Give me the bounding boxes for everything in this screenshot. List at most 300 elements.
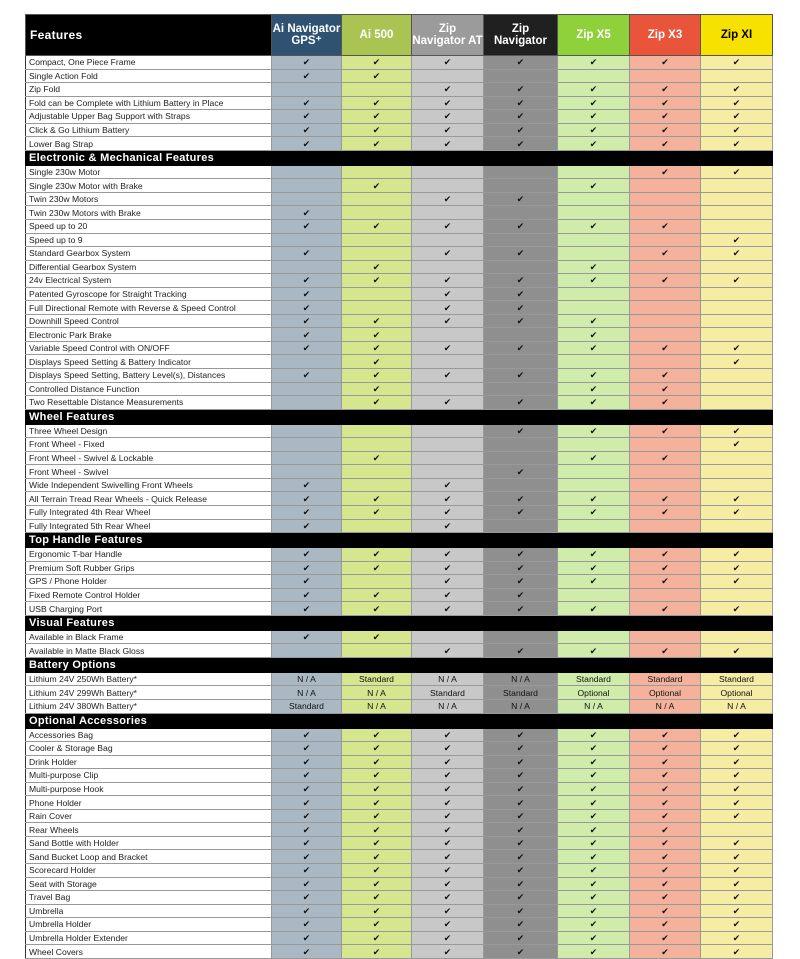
check-icon: ✔ (484, 742, 558, 756)
battery-availability-cell: Optional (630, 686, 701, 700)
check-icon: ✔ (558, 769, 630, 783)
table-row (26, 451, 773, 465)
check-icon: ✔ (630, 492, 701, 506)
table-row (26, 519, 773, 533)
header-row (26, 15, 773, 56)
battery-availability-cell: Standard (701, 672, 773, 686)
feature-label: Wheel Covers (26, 945, 272, 959)
empty-cell (484, 165, 558, 179)
empty-cell (412, 355, 484, 369)
check-icon: ✔ (342, 809, 412, 823)
check-icon: ✔ (272, 904, 342, 918)
empty-cell (630, 314, 701, 328)
empty-cell (272, 233, 342, 247)
check-icon: ✔ (272, 945, 342, 959)
check-icon: ✔ (701, 341, 773, 355)
table-row (26, 644, 773, 658)
check-icon: ✔ (412, 809, 484, 823)
table-row (26, 382, 773, 396)
check-icon: ✔ (342, 918, 412, 932)
feature-label: Fully Integrated 4th Rear Wheel (26, 505, 272, 519)
check-icon: ✔ (412, 83, 484, 97)
check-icon: ✔ (342, 137, 412, 151)
check-icon: ✔ (484, 110, 558, 124)
check-icon: ✔ (630, 575, 701, 589)
check-icon: ✔ (272, 110, 342, 124)
table-row (26, 341, 773, 355)
empty-cell (342, 192, 412, 206)
check-icon: ✔ (630, 877, 701, 891)
battery-availability-cell: N / A (412, 672, 484, 686)
check-icon: ✔ (412, 588, 484, 602)
table-row (26, 796, 773, 810)
battery-availability-cell: Standard (630, 672, 701, 686)
feature-label: Compact, One Piece Frame (26, 56, 272, 70)
check-icon: ✔ (484, 96, 558, 110)
check-icon: ✔ (558, 110, 630, 124)
table-row (26, 192, 773, 206)
check-icon: ✔ (558, 96, 630, 110)
check-icon: ✔ (484, 424, 558, 438)
check-icon: ✔ (630, 247, 701, 261)
check-icon: ✔ (558, 56, 630, 70)
check-icon: ✔ (630, 863, 701, 877)
check-icon: ✔ (484, 769, 558, 783)
check-icon: ✔ (701, 438, 773, 452)
check-icon: ✔ (412, 505, 484, 519)
check-icon: ✔ (412, 274, 484, 288)
check-icon: ✔ (630, 918, 701, 932)
check-icon: ✔ (701, 247, 773, 261)
table-row (26, 274, 773, 288)
check-icon: ✔ (342, 96, 412, 110)
table-row (26, 809, 773, 823)
empty-cell (272, 83, 342, 97)
check-icon: ✔ (558, 644, 630, 658)
check-icon: ✔ (272, 220, 342, 234)
empty-cell (412, 165, 484, 179)
check-icon: ✔ (412, 945, 484, 959)
empty-cell (412, 260, 484, 274)
check-icon: ✔ (342, 945, 412, 959)
check-icon: ✔ (412, 769, 484, 783)
check-icon: ✔ (272, 287, 342, 301)
empty-cell (558, 247, 630, 261)
check-icon: ✔ (272, 836, 342, 850)
table-row (26, 699, 773, 713)
comparison-table-container (25, 14, 772, 959)
empty-cell (484, 382, 558, 396)
check-icon: ✔ (272, 823, 342, 837)
battery-availability-cell: Optional (558, 686, 630, 700)
check-icon: ✔ (412, 192, 484, 206)
check-icon: ✔ (272, 796, 342, 810)
battery-availability-cell: Standard (342, 672, 412, 686)
empty-cell (412, 451, 484, 465)
empty-cell (558, 301, 630, 315)
empty-cell (558, 465, 630, 479)
table-row (26, 369, 773, 383)
check-icon: ✔ (484, 836, 558, 850)
table-row (26, 206, 773, 220)
check-icon: ✔ (272, 274, 342, 288)
feature-label: Lithium 24V 250Wh Battery* (26, 672, 272, 686)
feature-label: Three Wheel Design (26, 424, 272, 438)
feature-label: Cooler & Storage Bag (26, 742, 272, 756)
check-icon: ✔ (630, 796, 701, 810)
check-icon: ✔ (630, 96, 701, 110)
empty-cell (484, 519, 558, 533)
check-icon: ✔ (558, 796, 630, 810)
empty-cell (558, 519, 630, 533)
battery-availability-cell: Standard (272, 699, 342, 713)
table-row (26, 904, 773, 918)
section-title: Optional Accessories (26, 713, 773, 728)
check-icon: ✔ (342, 548, 412, 562)
feature-label: Standard Gearbox System (26, 247, 272, 261)
table-row (26, 314, 773, 328)
check-icon: ✔ (701, 548, 773, 562)
check-icon: ✔ (701, 56, 773, 70)
empty-cell (484, 233, 558, 247)
check-icon: ✔ (484, 341, 558, 355)
check-icon: ✔ (412, 110, 484, 124)
check-icon: ✔ (484, 396, 558, 410)
empty-cell (558, 438, 630, 452)
check-icon: ✔ (342, 588, 412, 602)
battery-availability-cell: N / A (342, 686, 412, 700)
check-icon: ✔ (558, 396, 630, 410)
empty-cell (558, 206, 630, 220)
check-icon: ✔ (701, 602, 773, 616)
empty-cell (412, 233, 484, 247)
check-icon: ✔ (630, 769, 701, 783)
check-icon: ✔ (701, 728, 773, 742)
check-icon: ✔ (272, 96, 342, 110)
table-row (26, 823, 773, 837)
battery-availability-cell: N / A (484, 699, 558, 713)
feature-label: Single 230w Motor (26, 165, 272, 179)
feature-label: Scorecard Holder (26, 863, 272, 877)
table-row (26, 287, 773, 301)
table-row (26, 945, 773, 959)
feature-label: Displays Speed Setting, Battery Level(s), Distances (26, 369, 272, 383)
table-row (26, 836, 773, 850)
check-icon: ✔ (342, 341, 412, 355)
feature-label: Displays Speed Setting & Battery Indicator (26, 355, 272, 369)
check-icon: ✔ (630, 836, 701, 850)
empty-cell (701, 630, 773, 644)
check-icon: ✔ (342, 220, 412, 234)
check-icon: ✔ (412, 301, 484, 315)
feature-label: Twin 230w Motors with Brake (26, 206, 272, 220)
check-icon: ✔ (342, 728, 412, 742)
empty-cell (701, 465, 773, 479)
feature-label: Umbrella Holder Extender (26, 931, 272, 945)
check-icon: ✔ (342, 69, 412, 83)
check-icon: ✔ (558, 328, 630, 342)
check-icon: ✔ (630, 424, 701, 438)
check-icon: ✔ (630, 83, 701, 97)
empty-cell (484, 328, 558, 342)
check-icon: ✔ (484, 123, 558, 137)
check-icon: ✔ (342, 755, 412, 769)
model-header: Ai Navigator GPS⁺ (272, 15, 342, 56)
section-header-row (26, 409, 773, 424)
empty-cell (342, 644, 412, 658)
check-icon: ✔ (412, 602, 484, 616)
check-icon: ✔ (272, 548, 342, 562)
feature-label: Wide Independent Swivelling Front Wheels (26, 478, 272, 492)
empty-cell (272, 355, 342, 369)
check-icon: ✔ (342, 877, 412, 891)
empty-cell (412, 438, 484, 452)
check-icon: ✔ (342, 742, 412, 756)
empty-cell (272, 644, 342, 658)
feature-label: Speed up to 9 (26, 233, 272, 247)
feature-label: Sand Bucket Loop and Bracket (26, 850, 272, 864)
check-icon: ✔ (701, 644, 773, 658)
check-icon: ✔ (630, 904, 701, 918)
feature-label: Ergonomic T-bar Handle (26, 548, 272, 562)
empty-cell (272, 260, 342, 274)
check-icon: ✔ (484, 301, 558, 315)
feature-label: Downhill Speed Control (26, 314, 272, 328)
check-icon: ✔ (630, 755, 701, 769)
check-icon: ✔ (484, 247, 558, 261)
section-title: Electronic & Mechanical Features (26, 150, 773, 165)
empty-cell (701, 328, 773, 342)
check-icon: ✔ (484, 891, 558, 905)
empty-cell (272, 165, 342, 179)
check-icon: ✔ (272, 755, 342, 769)
check-icon: ✔ (412, 287, 484, 301)
check-icon: ✔ (558, 220, 630, 234)
check-icon: ✔ (272, 56, 342, 70)
section-header-row (26, 657, 773, 672)
check-icon: ✔ (701, 877, 773, 891)
check-icon: ✔ (484, 755, 558, 769)
empty-cell (484, 355, 558, 369)
check-icon: ✔ (630, 823, 701, 837)
empty-cell (701, 451, 773, 465)
empty-cell (484, 630, 558, 644)
check-icon: ✔ (412, 56, 484, 70)
check-icon: ✔ (412, 891, 484, 905)
check-icon: ✔ (342, 328, 412, 342)
feature-label: Umbrella (26, 904, 272, 918)
check-icon: ✔ (342, 796, 412, 810)
check-icon: ✔ (701, 505, 773, 519)
check-icon: ✔ (630, 728, 701, 742)
feature-label: Electronic Park Brake (26, 328, 272, 342)
check-icon: ✔ (272, 728, 342, 742)
table-row (26, 769, 773, 783)
check-icon: ✔ (342, 891, 412, 905)
check-icon: ✔ (412, 220, 484, 234)
check-icon: ✔ (342, 630, 412, 644)
empty-cell (412, 382, 484, 396)
empty-cell (412, 465, 484, 479)
table-row (26, 505, 773, 519)
empty-cell (342, 478, 412, 492)
check-icon: ✔ (412, 548, 484, 562)
feature-label: Multi-purpose Clip (26, 769, 272, 783)
check-icon: ✔ (558, 505, 630, 519)
model-header: Zip X5 (558, 15, 630, 56)
model-header: Ai 500 (342, 15, 412, 56)
feature-label: Fold can be Complete with Lithium Battery in Place (26, 96, 272, 110)
empty-cell (484, 69, 558, 83)
check-icon: ✔ (272, 328, 342, 342)
table-row (26, 588, 773, 602)
check-icon: ✔ (558, 451, 630, 465)
check-icon: ✔ (701, 755, 773, 769)
check-icon: ✔ (272, 863, 342, 877)
empty-cell (701, 382, 773, 396)
check-icon: ✔ (558, 341, 630, 355)
empty-cell (558, 233, 630, 247)
empty-cell (342, 438, 412, 452)
check-icon: ✔ (630, 56, 701, 70)
check-icon: ✔ (630, 644, 701, 658)
empty-cell (558, 355, 630, 369)
battery-availability-cell: N / A (630, 699, 701, 713)
table-row (26, 742, 773, 756)
check-icon: ✔ (412, 314, 484, 328)
empty-cell (272, 192, 342, 206)
table-row (26, 548, 773, 562)
check-icon: ✔ (701, 863, 773, 877)
check-icon: ✔ (701, 904, 773, 918)
feature-label: Two Resettable Distance Measurements (26, 396, 272, 410)
check-icon: ✔ (558, 782, 630, 796)
empty-cell (558, 165, 630, 179)
model-header: Zip X3 (630, 15, 701, 56)
empty-cell (272, 382, 342, 396)
check-icon: ✔ (701, 165, 773, 179)
check-icon: ✔ (484, 83, 558, 97)
check-icon: ✔ (558, 123, 630, 137)
empty-cell (412, 179, 484, 193)
check-icon: ✔ (484, 850, 558, 864)
check-icon: ✔ (342, 836, 412, 850)
feature-label: USB Charging Port (26, 602, 272, 616)
feature-label: Speed up to 20 (26, 220, 272, 234)
empty-cell (484, 179, 558, 193)
check-icon: ✔ (484, 56, 558, 70)
check-icon: ✔ (701, 575, 773, 589)
check-icon: ✔ (342, 769, 412, 783)
check-icon: ✔ (701, 809, 773, 823)
feature-label: Twin 230w Motors (26, 192, 272, 206)
table-row (26, 328, 773, 342)
check-icon: ✔ (630, 742, 701, 756)
feature-label: Lithium 24V 380Wh Battery* (26, 699, 272, 713)
feature-label: Seat with Storage (26, 877, 272, 891)
empty-cell (701, 369, 773, 383)
check-icon: ✔ (558, 755, 630, 769)
empty-cell (701, 301, 773, 315)
check-icon: ✔ (630, 505, 701, 519)
check-icon: ✔ (484, 492, 558, 506)
check-icon: ✔ (630, 891, 701, 905)
check-icon: ✔ (484, 192, 558, 206)
empty-cell (412, 206, 484, 220)
check-icon: ✔ (484, 274, 558, 288)
section-header-row (26, 533, 773, 548)
feature-label: Available in Black Frame (26, 630, 272, 644)
battery-availability-cell: Standard (412, 686, 484, 700)
feature-label: Controlled Distance Function (26, 382, 272, 396)
check-icon: ✔ (558, 931, 630, 945)
empty-cell (558, 630, 630, 644)
empty-cell (484, 260, 558, 274)
check-icon: ✔ (701, 782, 773, 796)
check-icon: ✔ (272, 891, 342, 905)
check-icon: ✔ (630, 945, 701, 959)
check-icon: ✔ (558, 575, 630, 589)
feature-label: Fully Integrated 5th Rear Wheel (26, 519, 272, 533)
table-row (26, 850, 773, 864)
check-icon: ✔ (630, 123, 701, 137)
battery-availability-cell: N / A (272, 686, 342, 700)
section-header-row (26, 615, 773, 630)
check-icon: ✔ (484, 465, 558, 479)
empty-cell (342, 83, 412, 97)
check-icon: ✔ (558, 809, 630, 823)
empty-cell (342, 233, 412, 247)
feature-label: Rear Wheels (26, 823, 272, 837)
check-icon: ✔ (342, 382, 412, 396)
feature-label: Travel Bag (26, 891, 272, 905)
check-icon: ✔ (484, 863, 558, 877)
empty-cell (272, 424, 342, 438)
empty-cell (630, 465, 701, 479)
empty-cell (342, 575, 412, 589)
check-icon: ✔ (630, 165, 701, 179)
empty-cell (630, 192, 701, 206)
table-row (26, 260, 773, 274)
check-icon: ✔ (272, 561, 342, 575)
table-row (26, 96, 773, 110)
table-row (26, 247, 773, 261)
section-title: Battery Options (26, 657, 773, 672)
table-row (26, 355, 773, 369)
table-row (26, 602, 773, 616)
table-row (26, 877, 773, 891)
check-icon: ✔ (272, 602, 342, 616)
empty-cell (630, 287, 701, 301)
battery-availability-cell: N / A (272, 672, 342, 686)
check-icon: ✔ (484, 314, 558, 328)
check-icon: ✔ (558, 836, 630, 850)
check-icon: ✔ (412, 904, 484, 918)
empty-cell (412, 69, 484, 83)
check-icon: ✔ (558, 891, 630, 905)
check-icon: ✔ (342, 355, 412, 369)
check-icon: ✔ (272, 341, 342, 355)
feature-label: Rain Cover (26, 809, 272, 823)
check-icon: ✔ (484, 369, 558, 383)
feature-label: Front Wheel - Swivel (26, 465, 272, 479)
check-icon: ✔ (701, 769, 773, 783)
feature-label: Multi-purpose Hook (26, 782, 272, 796)
empty-cell (412, 328, 484, 342)
check-icon: ✔ (412, 782, 484, 796)
check-icon: ✔ (272, 519, 342, 533)
section-title: Top Handle Features (26, 533, 773, 548)
